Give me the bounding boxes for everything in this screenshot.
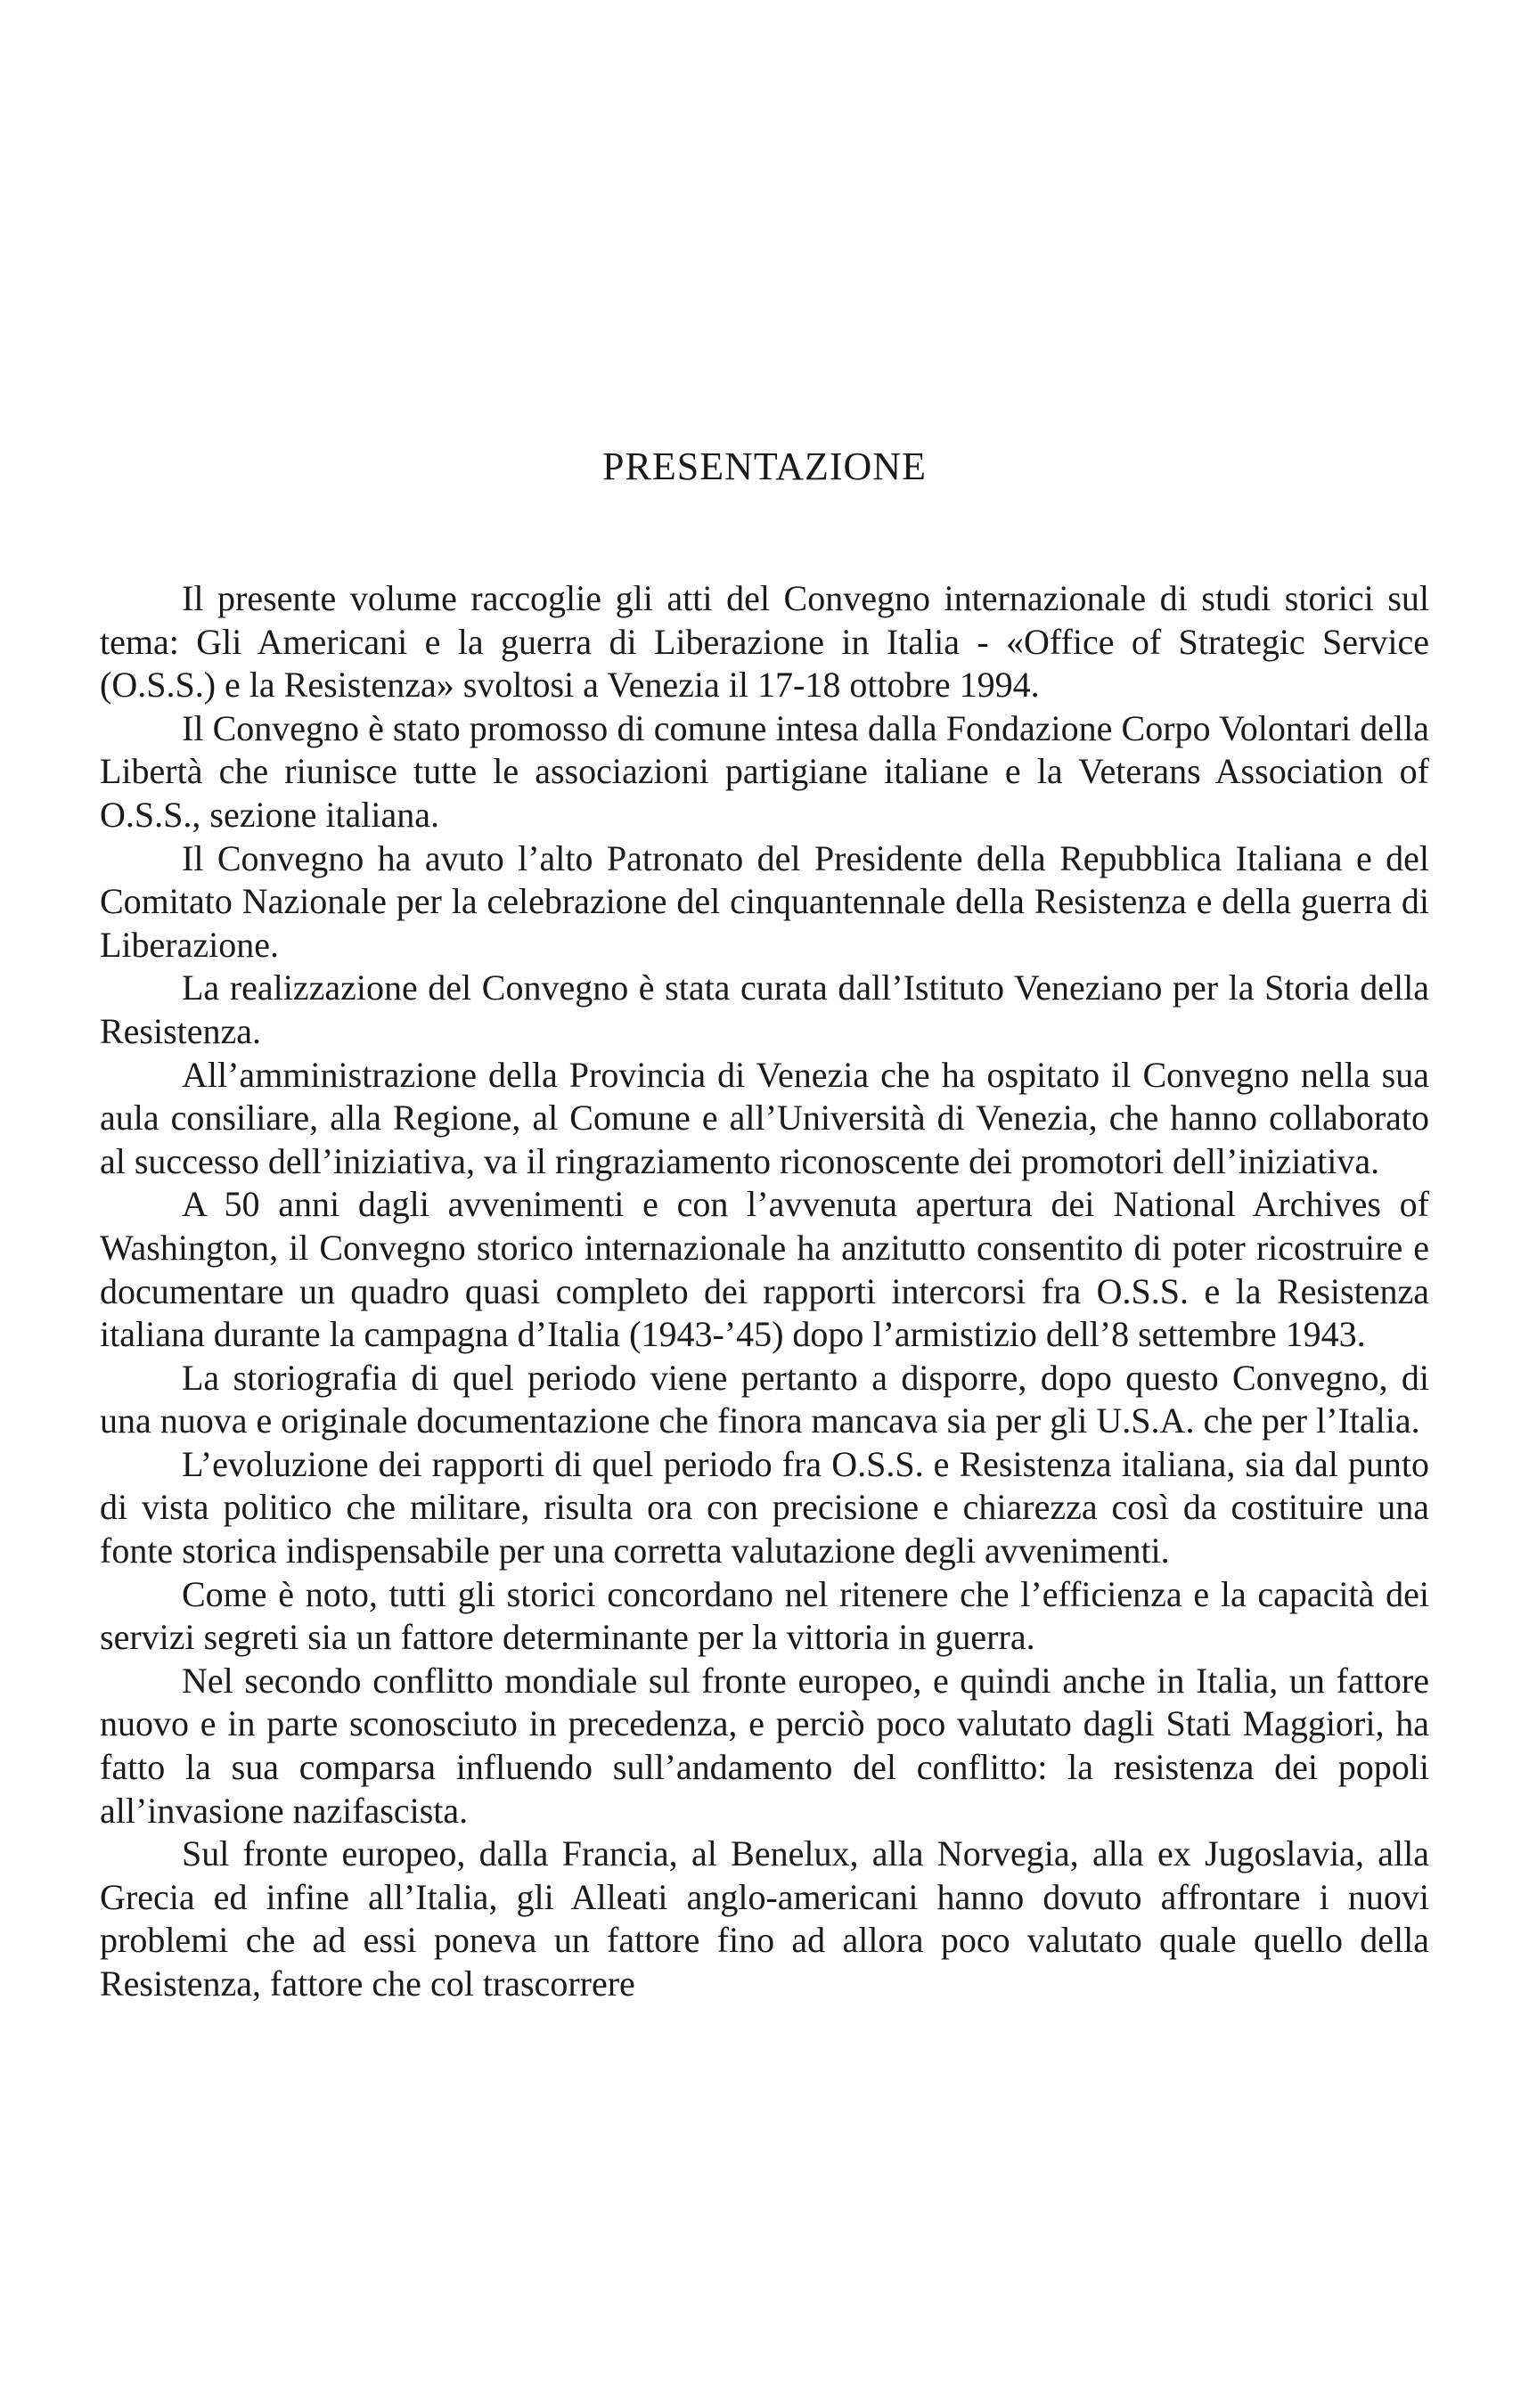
paragraph: Il presente volume raccoglie gli atti del Convegno internazionale di studi storici sul tema: Gli Americani e la guerra di Liberazione in Italia - «Office of Strategic Service (O.S.S.) e la Resistenza» svoltosi a Venezia il 17-18 ottobre 1994. <box>100 578 1429 706</box>
paragraph: La storiografia di quel periodo viene pertanto a disporre, dopo questo Convegno, di una nuova e originale documentazione che finora mancava sia per gli U.S.A. che per l’Italia. <box>100 1357 1429 1441</box>
paragraph: La realizzazione del Convegno è stata curata dall’Istituto Veneziano per la Storia della Resistenza. <box>100 967 1429 1051</box>
page-title: PRESENTAZIONE <box>602 445 927 488</box>
paragraph: Nel secondo conflitto mondiale sul fronte europeo, e quindi anche in Italia, un fattore nuovo e in parte sconosciuto in precedenza, e perciò poco valutato dagli Stati Maggiori, ha fatto la sua comparsa influendo sull’andamento del conflitto: la resistenza dei popoli all’invasione nazifascista. <box>100 1660 1429 1831</box>
body-text <box>100 577 1429 2006</box>
paragraph: All’amministrazione della Provincia di Venezia che ha ospitato il Convegno nella sua aula consiliare, alla Regione, al Comune e all’Università di Venezia, che hanno collaborato al successo dell’iniziativa, va il ringraziamento riconoscente dei promotori dell’iniziativa. <box>100 1054 1429 1181</box>
paragraph: L’evoluzione dei rapporti di quel periodo fra O.S.S. e Resistenza italiana, sia dal punto di vista politico che militare, risulta ora con precisione e chiarezza così da costituire una fonte storica indispensabile per una corretta valutazione degli avvenimenti. <box>100 1443 1429 1571</box>
paragraph: Come è noto, tutti gli storici concordano nel ritenere che l’efficienza e la capacità dei servizi segreti sia un fattore determinante per la vittoria in guerra. <box>100 1573 1429 1658</box>
paragraph: Il Convegno è stato promosso di comune intesa dalla Fondazione Corpo Volontari della Libertà che riunisce tutte le associazioni partigiane italiane e la Veterans Association of O.S.S., sezione italiana. <box>100 707 1429 835</box>
paragraph: A 50 anni dagli avvenimenti e con l’avvenuta apertura dei National Archives of Washington, il Convegno storico internazionale ha anzitutto consentito di poter ricostruire e documentare un quadro quasi completo dei rapporti intercorsi fra O.S.S. e la Resistenza italiana durante la campagna d’Italia (1943-’45) dopo l’armistizio dell’8 settembre 1943. <box>100 1184 1429 1355</box>
paragraph: Sul fronte europeo, dalla Francia, al Benelux, alla Norvegia, alla ex Jugoslavia, alla Grecia ed infine all’Italia, gli Alleati anglo-americani hanno dovuto affrontare i nuovi problemi che ad essi poneva un fattore fino ad allora poco valutato quale quello della Resistenza, fattore che col trascorrere <box>100 1833 1429 2004</box>
paragraph: Il Convegno ha avuto l’alto Patronato del Presidente della Repubblica Italiana e del Comitato Nazionale per la celebrazione del cinquantennale della Resistenza e della guerra di Liberazione. <box>100 837 1429 965</box>
